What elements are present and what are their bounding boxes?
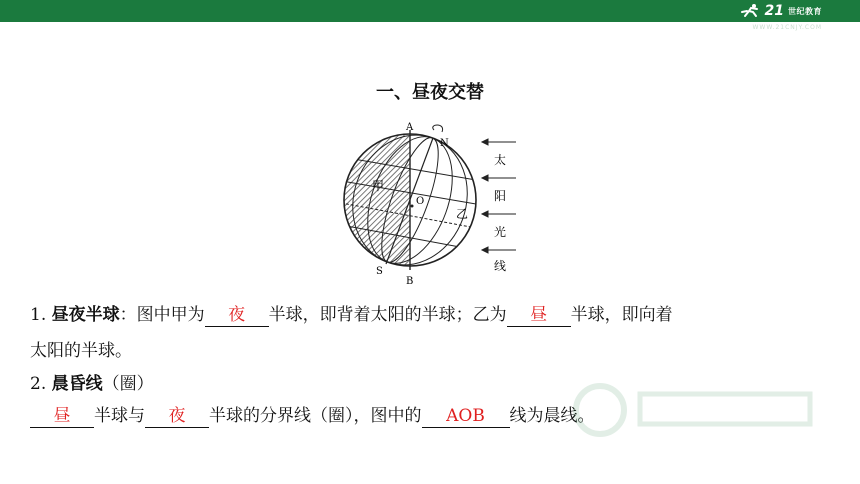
runner-icon	[739, 3, 761, 19]
label-a: A	[406, 122, 414, 133]
item2-heading: 晨昏线	[51, 374, 103, 394]
label-jia: 甲	[372, 179, 385, 193]
sun-char-2: 阳	[494, 189, 507, 203]
night-hemisphere	[336, 118, 410, 288]
answer-blank-1: 夜	[205, 306, 269, 327]
item2-heading-paren: （圈）	[102, 374, 154, 394]
item1-line1	[30, 303, 673, 327]
site-logo	[739, 2, 822, 20]
answer-blank-3: 昼	[30, 407, 94, 428]
watermark-logo	[560, 380, 830, 450]
section-title: 一、昼夜交替	[376, 82, 484, 103]
logo-number: 21	[764, 3, 784, 19]
label-s: S	[376, 266, 383, 277]
sun-char-1: 太	[494, 153, 507, 167]
answer-blank-5: AOB	[422, 407, 510, 428]
item2-number: 2.	[30, 374, 47, 394]
item1-number: 1.	[30, 305, 47, 325]
rotation-arrow-icon	[433, 125, 443, 132]
item2-text3: 线为晨线。	[509, 406, 595, 426]
day-night-diagram	[336, 118, 536, 288]
label-yi: 乙	[456, 207, 469, 221]
item2-text1: 半球与	[94, 406, 145, 426]
sun-char-3: 光	[494, 225, 507, 239]
item1-text2: 半球，即背着太阳的半球；乙为	[268, 305, 507, 325]
logo-url: WWW.21CNJY.COM	[752, 24, 822, 31]
item2-heading-line	[30, 372, 154, 396]
answer-blank-2: 昼	[507, 306, 571, 327]
item1-text1: ：图中甲为	[119, 305, 205, 325]
answer-blank-4: 夜	[145, 407, 209, 428]
item1-text3: 半球，即向着	[570, 305, 673, 325]
label-b: B	[406, 276, 414, 287]
sun-char-4: 线	[494, 259, 507, 273]
label-n: N	[440, 138, 449, 149]
header-bar	[0, 0, 860, 22]
item1-heading: 昼夜半球	[51, 305, 120, 325]
item1-text4: 太阳的半球。	[30, 341, 132, 361]
logo-text: 世纪教育	[788, 6, 822, 16]
item2-text2: 半球的分界线（圈），图中的	[209, 406, 422, 426]
item1-line2	[30, 339, 132, 363]
item2-line	[30, 404, 595, 428]
label-o: O	[416, 196, 425, 207]
